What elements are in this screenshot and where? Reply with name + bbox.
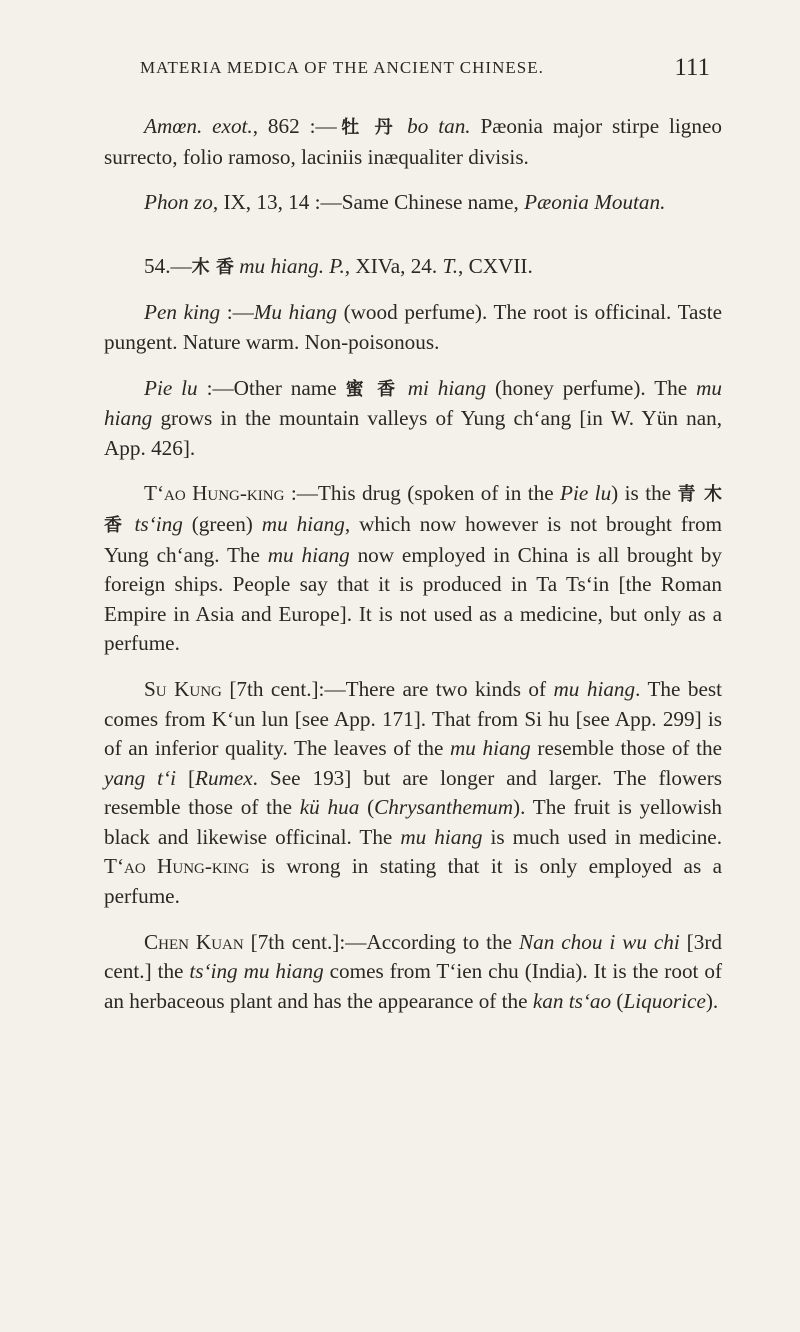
author-name: Chen Kuan	[144, 929, 244, 954]
reference-p-value: XIVa, 24.	[355, 253, 443, 278]
paragraph-text: Pæonia major stirpe ligneo surrecto, folio ramoso, laciniis inæqualiter divisis.	[104, 114, 722, 169]
entry-heading-54	[104, 252, 722, 283]
romanization: bo tan.	[397, 114, 471, 138]
romanization: mu hiang	[267, 542, 350, 567]
paragraph-text: (wood perfume). The root is officinal. Taste pungent. Nature warm. Non-poisonous.	[104, 300, 722, 354]
romanization: kan ts‘ao	[532, 988, 612, 1013]
reference-t: T.	[442, 253, 459, 278]
paragraph-su-kung	[104, 675, 722, 912]
paragraph-text: [7th cent.]:—According to the	[243, 929, 520, 954]
romanization: ts‘ing mu hiang	[189, 959, 324, 984]
paragraph-text: :—This drug (spoken of in the	[284, 481, 561, 506]
chinese-characters: 蜜 香	[345, 378, 399, 400]
source-title: Pie lu	[144, 375, 198, 400]
paragraph-text: ) is the	[611, 481, 678, 506]
romanization: kü hua	[299, 795, 360, 820]
romanization: mu hiang	[400, 824, 483, 849]
author-name: T‘ao Hung-king	[144, 481, 285, 506]
paragraph-text: resemble those of the	[530, 736, 722, 761]
running-head: MATERIA MEDICA OF THE ANCIENT CHINESE.	[140, 58, 544, 77]
latin-name: Rumex	[195, 765, 253, 790]
paragraph-text: . See 193] but are longer and larger. The flowers resemble those of the	[104, 765, 723, 820]
paragraph-pen-king	[104, 298, 722, 357]
chinese-characters: 木 香	[191, 256, 234, 278]
paragraph-text: is wrong in stating that it is only employed as a perfume.	[104, 854, 722, 909]
romanization: mu hiang	[449, 736, 531, 761]
romanization: yang t‘i	[104, 765, 176, 790]
paragraph-text: grows in the mountain valleys of Yung ch‘ang [in W. Yün nan, App. 426].	[104, 406, 722, 460]
common-name: Liquorice	[623, 988, 706, 1013]
citation: Phon zo	[144, 190, 213, 215]
paragraph-text: [	[175, 765, 196, 790]
author-name: Su Kung	[144, 676, 222, 701]
paragraph-text: ). The fruit is yellowish black and likewise officinal. The	[104, 795, 723, 849]
page-header	[140, 54, 710, 88]
punctuation: :—	[220, 300, 254, 325]
citation-ref: , 862 :—	[252, 114, 337, 138]
paragraph-text: (honey perfume). The	[486, 375, 697, 400]
entry-number: 54.—	[144, 253, 192, 278]
paragraph-text: (	[611, 988, 624, 1013]
paragraph-chen-kuan	[104, 928, 722, 1017]
paragraph-amoen	[104, 112, 722, 172]
source-title: Pie lu	[560, 481, 612, 506]
paragraph-text: [3rd cent.] the	[104, 929, 722, 984]
paragraph-pie-lu	[104, 374, 722, 464]
romanization: mu hiang	[261, 511, 345, 536]
paragraph-text: is much used in medicine.	[482, 824, 723, 849]
paragraph-text: :—Other name	[197, 375, 346, 400]
paragraph-text: , which now however is not brought from Yung ch‘ang. The	[104, 511, 723, 567]
reference-p: P.,	[324, 253, 356, 278]
romanization: mi hiang	[398, 375, 487, 400]
romanization: ts‘ing	[125, 511, 183, 536]
chinese-characters: 牡 丹	[336, 117, 398, 138]
paragraph-text: comes from T‘ien chu (India). It is the root of an herbaceous plant and has the appearance of the	[104, 959, 723, 1013]
author-name: T‘ao Hung-king	[104, 854, 250, 879]
paragraph-text: ).	[705, 988, 719, 1013]
romanization: mu hiang.	[233, 253, 324, 278]
citation: Amœn. exot.	[144, 114, 253, 138]
romanization: mu hiang	[553, 676, 636, 701]
paragraph-text: [7th cent.]:—There are two kinds of	[221, 676, 554, 701]
paragraph-text: . The best comes from K‘un lun [see App. 171]. That from Si hu [see App. 299] is of an inferior quality. The leaves of the	[104, 676, 722, 761]
paragraph-text: (green)	[182, 511, 262, 536]
romanization: mu hiang	[104, 375, 722, 431]
source-title: Nan chou i wu chi	[519, 929, 680, 954]
page-body	[104, 112, 722, 1032]
paragraph-text: (	[359, 795, 375, 820]
paragraph-text: now employed in China is all brought by foreign ships. People say that it is produced in Ta Ts‘in [the Roman Empire in Asia and Europe]. It is not used as a medicine, but only as a perfume.	[104, 542, 722, 656]
paragraph-tao-hung-king	[104, 479, 722, 659]
source-title: Pen king	[144, 300, 221, 325]
chinese-characters: 青 木 香	[104, 484, 723, 536]
latin-name: Pæonia Moutan.	[524, 190, 666, 215]
romanization: Mu hiang	[253, 300, 337, 325]
page-number: 111	[674, 54, 710, 81]
latin-name: Chrysanthemum	[374, 795, 514, 820]
paragraph-phon-zo	[104, 188, 722, 218]
paragraph-text: , IX, 13, 14 :—Same Chinese name,	[212, 190, 525, 215]
reference-t-value: , CXVII.	[458, 253, 533, 278]
